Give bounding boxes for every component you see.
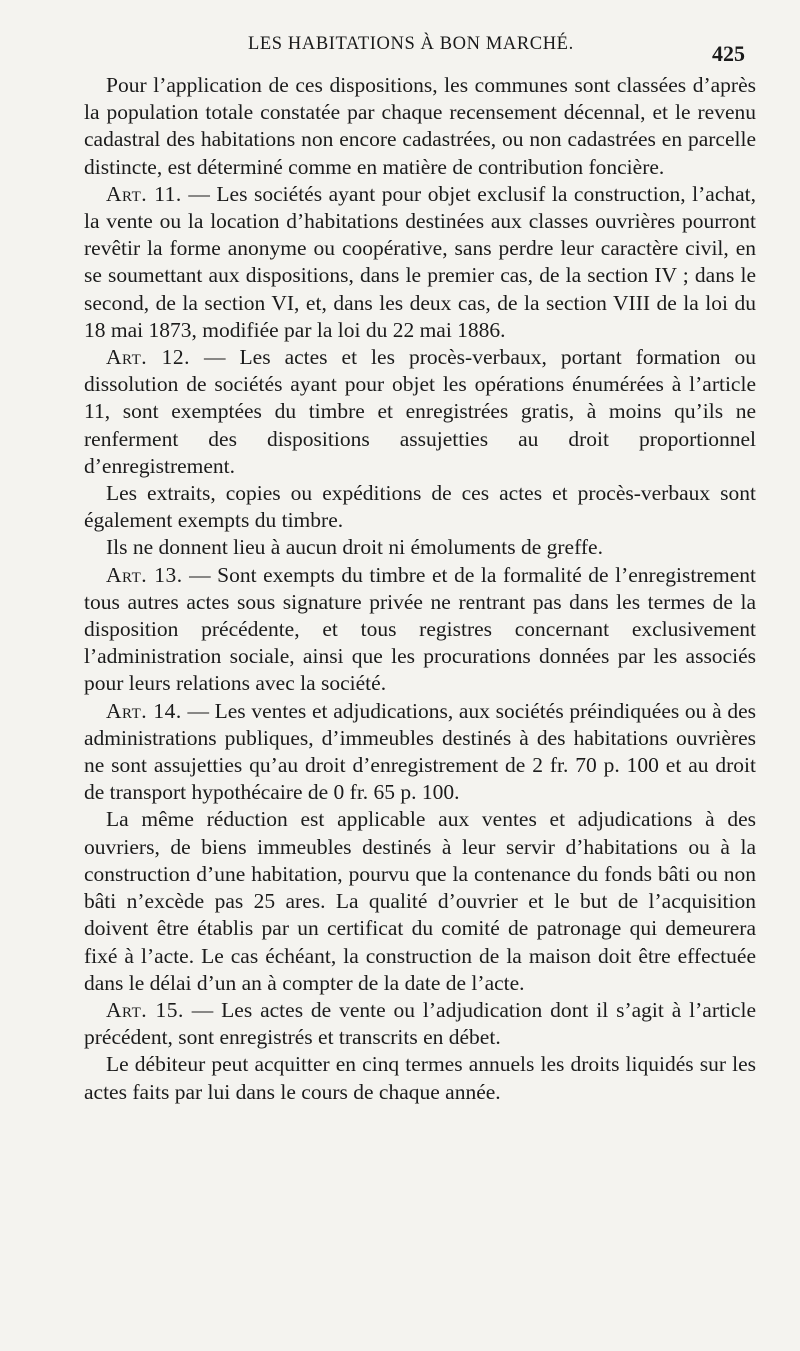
- paragraph-text: — Les ventes et adjudications, aux sociétés préindiquées ou à des administrations publiques, d’immeubles destinés à des habitations ouvrières ne sont assujetties qu’au droit d’enregistrement de 2 fr. 70 p. 100 et au droit de transport hypothécaire de 0 fr. 65 p. 100.: [84, 698, 757, 805]
- paragraph-reduction: [84, 806, 756, 996]
- paragraph-text: Ils ne donnent lieu à aucun droit ni émoluments de greffe.: [106, 535, 603, 560]
- paragraph-text: — Les sociétés ayant pour objet exclusif la construction, l’achat, la vente ou la location d’habitations destinées aux classes ouvrières pourront revêtir la forme anonyme ou coopérative, sans perdre leur caractère civil, en se soumettant aux dispositions, dans le premier cas, de la section IV ; dans le second, de la section VI, et, dans les deux cas, de la section VIII de la loi du 18 mai 1873, modifiée par la loi du 22 mai 1886.: [84, 181, 757, 342]
- article-label: Art. 14.: [106, 698, 182, 723]
- paragraph-text: La même réduction est applicable aux ventes et adjudications à des ouvriers, de biens immeubles destinés à leur servir d’habitations ou à la construction d’une habitation, pourvu que la contenance du fonds bâti ou non bâti n’excède pas 25 ares. La qualité d’ouvrier et le but de l’acquisition doivent être établis par un certificat du comité de patronage qui demeurera fixé à l’acte. Le cas échéant, la construction de la maison doit être effectuée dans le délai d’un an à compter de la date de l’acte.: [84, 807, 756, 995]
- paragraph-text: Les extraits, copies ou expéditions de ces actes et procès-verbaux sont également exempts du timbre.: [84, 481, 756, 533]
- paragraph-art-15: [84, 997, 756, 1051]
- paragraph-text: — Sont exempts du timbre et de la formalité de l’enregistrement tous autres actes sous signature privée ne rentrant pas dans les termes de la disposition précédente, et tous registres concernant exclusivement l’administration sociale, ainsi que les procurations données par les associés pour leurs relations avec la société.: [84, 562, 756, 696]
- paragraph-art-12: [84, 344, 756, 480]
- paragraph-text: Le débiteur peut acquitter en cinq termes annuels les droits liquidés sur les actes faits par lui dans le cours de chaque année.: [84, 1052, 756, 1104]
- article-label: Art. 11.: [106, 181, 182, 206]
- paragraph-art-11: [84, 181, 756, 344]
- article-label: Art. 15.: [106, 997, 184, 1022]
- page-number: 425: [712, 41, 745, 66]
- body-text: [84, 72, 756, 1106]
- article-label: Art. 13.: [106, 562, 183, 587]
- paragraph-text: — Les actes de vente ou l’adjudication dont il s’agit à l’article précédent, sont enregistrés et transcrits en débet.: [84, 997, 756, 1050]
- running-title: LES HABITATIONS À BON MARCHÉ.: [248, 34, 574, 54]
- paragraph-text: — Les actes et les procès-verbaux, portant formation ou dissolution de sociétés ayant pour objet les opérations énumérées à l’article 11, sont exemptées du timbre et enregistrées gratis, à moins qu’ils ne renferment des dispositions assujetties au droit proportionnel d’enregistrement.: [84, 345, 757, 478]
- paragraph-text: Pour l’application de ces dispositions, les communes sont classées d’après la population totale constatée par chaque recensement décennal, et le revenu cadastral des habitations non encore cadastrées, ou non cadastrées en parcelle distincte, est déterminé comme en matière de contribution foncière.: [84, 73, 756, 179]
- page-header: [0, 34, 800, 66]
- paragraph-extracts: [84, 480, 756, 534]
- article-label: Art. 12.: [106, 345, 191, 370]
- paragraph-art-14: [84, 698, 756, 807]
- paragraph-art-13: [84, 562, 756, 698]
- paragraph-debiteur: [84, 1051, 756, 1105]
- paragraph-greffe: [84, 534, 756, 561]
- paragraph-intro: [84, 72, 756, 181]
